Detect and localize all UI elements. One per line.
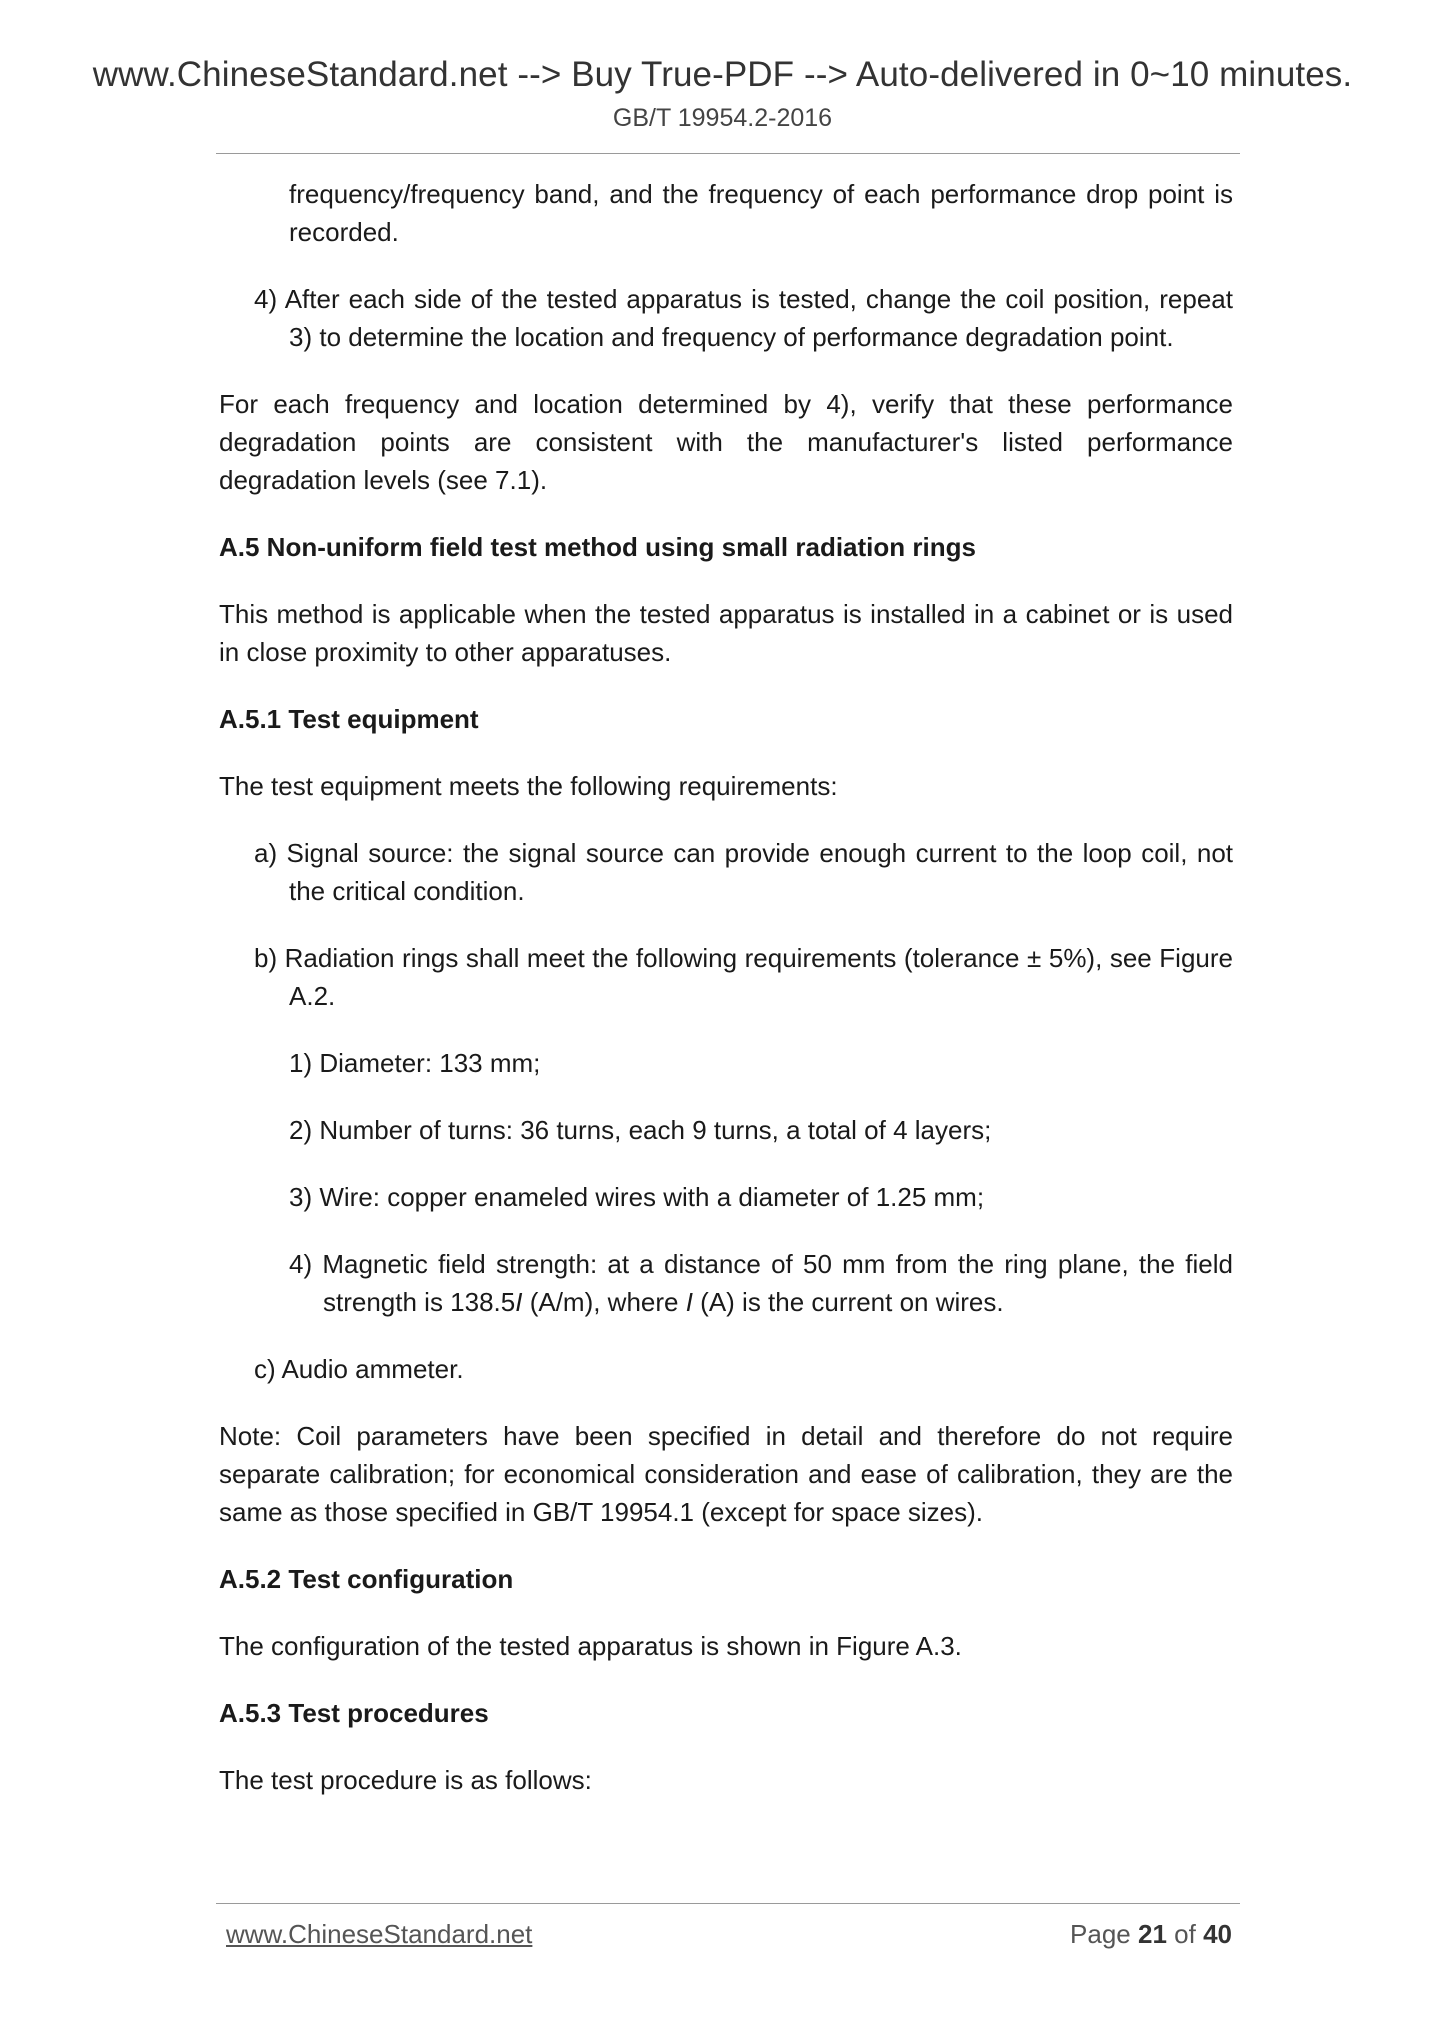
header-standard-number: GB/T 19954.2-2016 xyxy=(612,104,833,132)
note-paragraph: Note: Coil parameters have been specified in detail and therefore do not require separate calibration; for economical consideration and ease of calibration, they are the same as those specified in GB/T 19954.1 (except for space sizes). xyxy=(219,1421,1233,1527)
sub-item-4-text-end: (A) is the current on wires. xyxy=(692,1287,1004,1317)
sub-item-4 xyxy=(289,1245,1233,1321)
paragraph-a5: This method is applicable when the tested apparatus is installed in a cabinet or is used in close proximity to other apparatuses. xyxy=(219,599,1233,667)
sub-item-2: 2) Number of turns: 36 turns, each 9 turns, a total of 4 layers; xyxy=(289,1115,992,1145)
paragraph-continuation: frequency/frequency band, and the frequency of each performance drop point is recorded. xyxy=(289,179,1233,247)
sub-item-1: 1) Diameter: 133 mm; xyxy=(289,1048,541,1078)
sub-item-4-text-mid: (A/m), where xyxy=(522,1287,686,1317)
list-item-c: c) Audio ammeter. xyxy=(254,1354,464,1384)
list-item-b: b) Radiation rings shall meet the following requirements (tolerance ± 5%), see Figure A.2. xyxy=(254,943,1233,1011)
paragraph-a53: The test procedure is as follows: xyxy=(219,1765,592,1795)
sub-item-4-text: 4) Magnetic field strength: at a distance of 50 mm from the ring plane, the field strength is 138.5 xyxy=(289,1249,1233,1317)
sub-item-3: 3) Wire: copper enameled wires with a diameter of 1.25 mm; xyxy=(289,1182,985,1212)
document-body xyxy=(219,175,1233,1828)
header-banner[interactable]: www.ChineseStandard.net --> Buy True-PDF --> Auto-delivered in 0~10 minutes. xyxy=(92,55,1353,94)
list-item-a: a) Signal source: the signal source can provide enough current to the loop coil, not the critical condition. xyxy=(254,838,1233,906)
header-divider xyxy=(216,153,1240,154)
current-variable: I xyxy=(515,1287,523,1317)
page-number xyxy=(1070,1919,1232,1950)
of-label: of xyxy=(1174,1919,1196,1949)
list-item-step-4: 4) After each side of the tested apparatus is tested, change the coil position, repeat 3) to determine the location and frequency of performance degradation point. xyxy=(254,284,1233,352)
section-heading-a5: A.5 Non-uniform field test method using small radiation rings xyxy=(219,532,976,562)
section-heading-a52: A.5.2 Test configuration xyxy=(219,1564,514,1594)
section-heading-a53: A.5.3 Test procedures xyxy=(219,1698,489,1728)
current-page: 21 xyxy=(1138,1919,1167,1949)
paragraph-a51-intro: The test equipment meets the following requirements: xyxy=(219,771,838,801)
footer-divider xyxy=(216,1903,1240,1904)
footer-website-link[interactable]: www.ChineseStandard.net xyxy=(226,1919,533,1949)
paragraph-verify: For each frequency and location determined by 4), verify that these performance degradation points are consistent with the manufacturer's listed performance degradation levels (see 7.1). xyxy=(219,389,1233,495)
page-label: Page xyxy=(1070,1919,1131,1949)
current-variable-2: I xyxy=(685,1287,693,1317)
paragraph-a52: The configuration of the tested apparatus is shown in Figure A.3. xyxy=(219,1631,962,1661)
section-heading-a51: A.5.1 Test equipment xyxy=(219,704,479,734)
total-pages: 40 xyxy=(1203,1919,1232,1949)
